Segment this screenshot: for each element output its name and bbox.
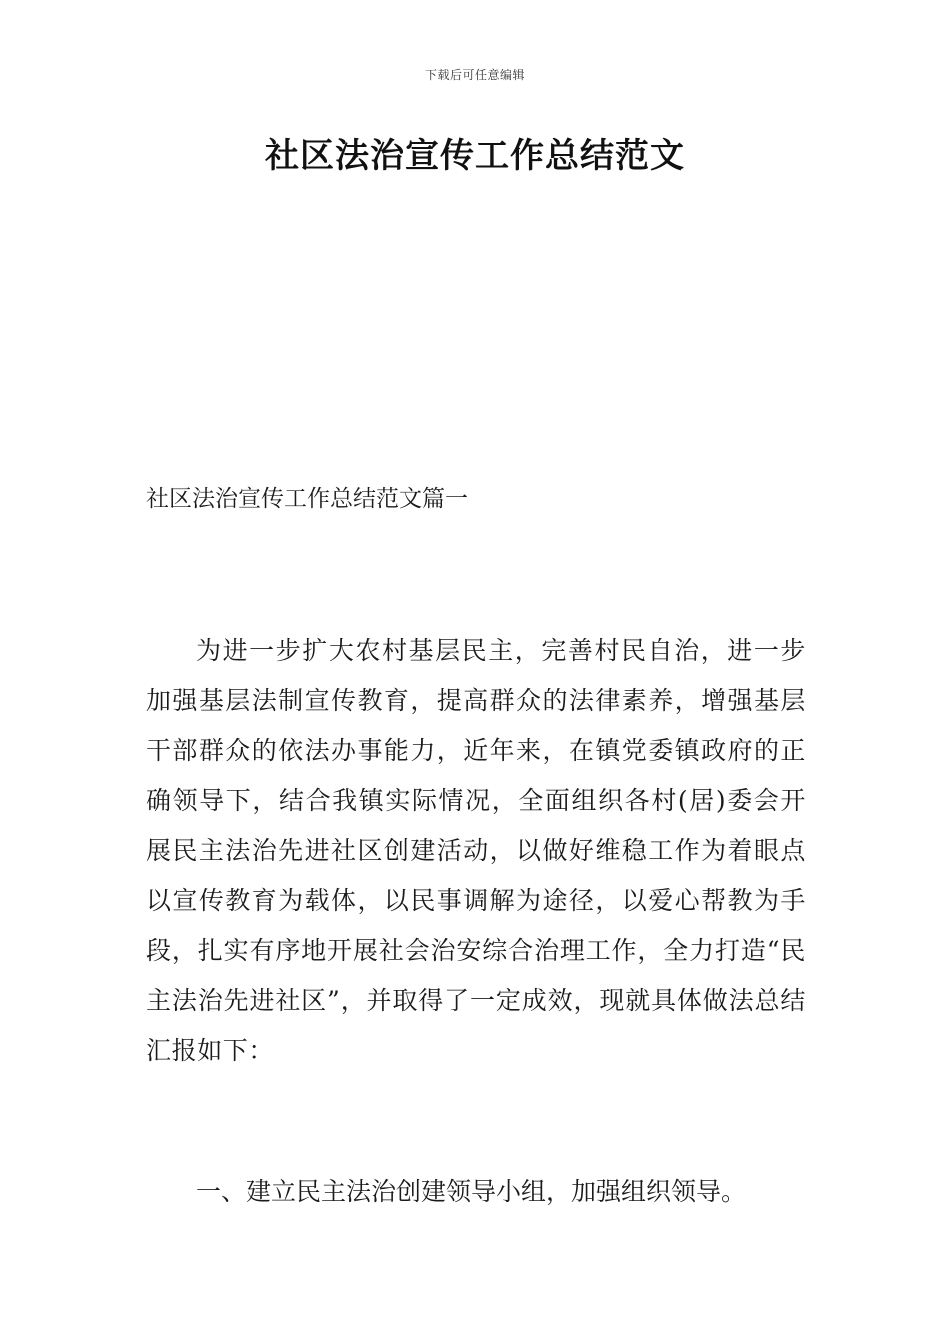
section-heading: 社区法治宣传工作总结范文篇一 — [146, 486, 468, 512]
header-note: 下载后可任意编辑 — [424, 68, 525, 82]
intro-paragraph: 为进一步扩大农村基层民主，完善村民自治，进一步加强基层法制宣传教育，提高群众的法律素养，增强基层干部群众的依法办事能力，近年来，在镇党委镇政府的正确领导下，结合我镇实际情况，全面组织各村(居)委会开展民主法治先进社区创建活动，以做好维稳工作为着眼点以宣传教育为载体，以民事调解为途径，以爱心帮教为手段，扎实有序地开展社会治安综合治理工作，全力打造“民主法治先进社区”，并取得了一定成效，现就具体做法总结汇报如下： — [146, 636, 806, 1065]
document-title: 社区法治宣传工作总结范文 — [265, 136, 685, 176]
point-one-heading: 一、建立民主法治创建领导小组，加强组织领导。 — [196, 1177, 747, 1206]
